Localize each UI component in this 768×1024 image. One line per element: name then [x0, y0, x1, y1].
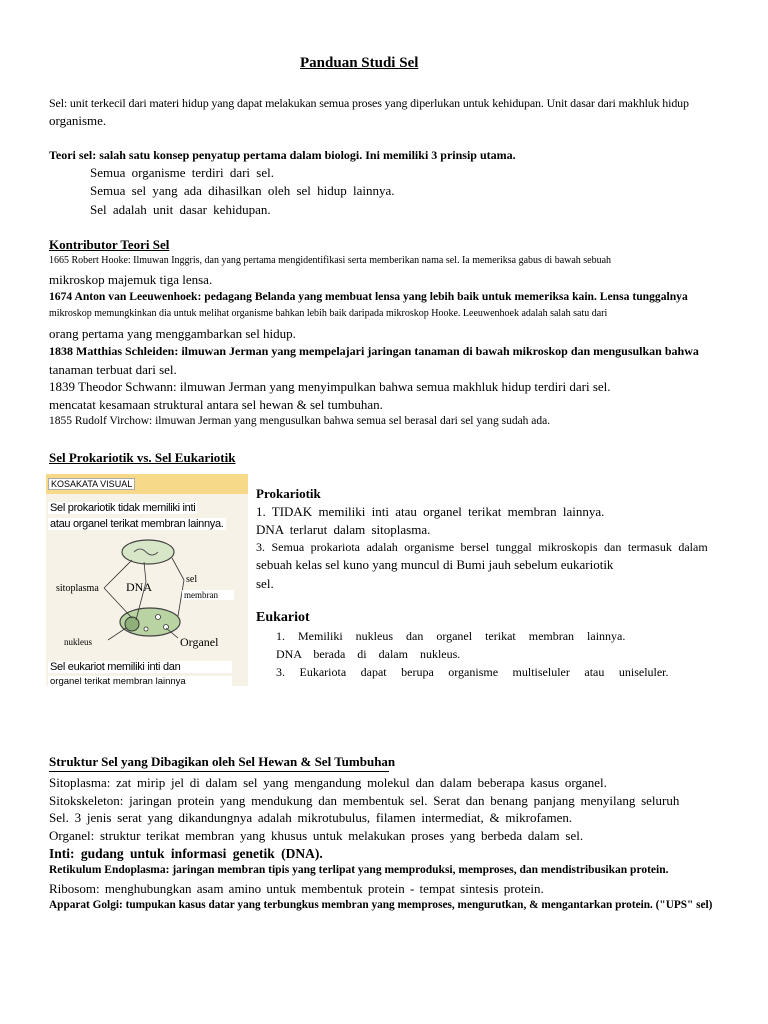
structure-line: Ribosom: menghubungkan asam amino untuk membentuk protein - tempat sintesis protein.	[49, 881, 544, 896]
label-organel: Organel	[180, 635, 219, 649]
cell-theory-principle: Semua organisme terdiri dari sel.	[90, 165, 274, 180]
label-nukleus: nukleus	[64, 637, 92, 647]
cell-theory-heading: Teori sel: salah satu konsep penyatup pertama dalam biologi. Ini memiliki 3 prinsip utama.	[49, 148, 516, 162]
page-title: Panduan Studi Sel	[300, 55, 419, 71]
contributor-line: mikroskop memungkinkan dia untuk melihat organisme bahkan lebih baik daripada mikroskop Hooke. Leeuwenhoek adalah salah satu dari	[49, 308, 608, 319]
eukariot-line: DNA berada di dalam nukleus.	[276, 647, 461, 661]
organelle-dot	[144, 627, 148, 631]
visual-caption-bottom: organel terikat membran lainnya	[48, 676, 232, 687]
structures-heading-rule	[49, 771, 389, 772]
contributor-line: 1674 Anton van Leeuwenhoek: pedagang Belanda yang membuat lensa yang lebih baik untuk memeriksa kain. Lensa tunggalnya	[49, 290, 688, 303]
nucleus-shape	[125, 617, 139, 631]
label-sel: sel	[186, 574, 198, 585]
contributor-line: 1665 Robert Hooke: Ilmuwan Inggris, dan yang pertama mengidentifikasi serta memberikan nama sel. Ia memeriksa gabus di bawah sebuah	[49, 255, 612, 266]
visual-caption-top: atau organel terikat membran lainnya.	[50, 518, 224, 530]
intro-line-2: organisme.	[49, 113, 107, 128]
intro-line-1: Sel: unit terkecil dari materi hidup yang dapat melakukan semua proses yang diperlukan untuk kehidupan. Unit dasar dari makhluk hidup	[49, 96, 689, 110]
structure-line: Sel. 3 jenis serat yang dikandungnya adalah mikrotubulus, filamen intermediat, & mikrofamen.	[49, 810, 573, 825]
structure-line: Sitokskeleton: jaringan protein yang mendukung dan membentuk sel. Serat dan benang panjang menyilang seluruh	[49, 793, 680, 808]
contributor-line: mencatat kesamaan struktural antara sel hewan & sel tumbuhan.	[49, 397, 383, 412]
eukariot-line: 1. Memiliki nukleus dan organel terikat membran lainnya.	[276, 629, 626, 643]
label-membran: membran	[182, 590, 234, 600]
eukariot-heading: Eukariot	[256, 610, 310, 625]
prokariotik-line: sel.	[256, 576, 274, 591]
prokariotik-line: 3. Semua prokariota adalah organisme bersel tunggal mikroskopis dan termasuk dalam	[256, 540, 708, 554]
structure-line: Sitoplasma: zat mirip jel di dalam sel yang mengandung molekul dan dalam beberapa kasus organel.	[49, 775, 607, 790]
leader-line	[172, 558, 184, 580]
prok-euk-heading: Sel Prokariotik vs. Sel Eukariotik	[49, 450, 236, 465]
organelle-dot	[156, 615, 161, 620]
eukariot-line: 3. Eukariota dapat berupa organisme multiseluler atau uniseluler.	[276, 665, 669, 679]
leader-line	[108, 628, 126, 640]
structure-line: Retikulum Endoplasma: jaringan membran tipis yang terlipat yang memproduksi, memproses, dan mendistribusikan protein.	[49, 864, 669, 876]
contributor-line: orang pertama yang menggambarkan sel hidup.	[49, 326, 296, 341]
contributor-line: tanaman terbuat dari sel.	[49, 362, 177, 377]
leader-line	[144, 562, 146, 582]
structure-line: Organel: struktur terikat membran yang khusus untuk melakukan proses yang berbeda dalam sel.	[49, 828, 584, 843]
label-sitoplasma: sitoplasma	[56, 583, 99, 594]
structure-line: Apparat Golgi: tumpukan kasus datar yang terbungkus membran yang memproses, mengurutkan, & mengantarkan protein. ("UPS" sel)	[49, 899, 713, 911]
contributor-line: mikroskop majemuk tiga lensa.	[49, 272, 213, 287]
contributors-heading: Kontributor Teori Sel	[49, 237, 170, 252]
prokaryote-cell-shape	[122, 540, 174, 564]
visual-caption-bottom: Sel eukariot memiliki inti dan	[48, 661, 232, 673]
label-dna: DNA	[126, 580, 152, 594]
structure-line: Inti: gudang untuk informasi genetik (DNA).	[49, 846, 323, 861]
organelle-dot	[164, 625, 169, 630]
prokariotik-line: sebuah kelas sel kuno yang muncul di Bumi jauh sebelum eukariotik	[256, 557, 614, 572]
cell-theory-principle: Sel adalah unit dasar kehidupan.	[90, 202, 271, 217]
contributor-line: 1839 Theodor Schwann: ilmuwan Jerman yang menyimpulkan bahwa semua makhluk hidup terdiri dari sel.	[49, 379, 611, 394]
prokariotik-line: DNA terlarut dalam sitoplasma.	[256, 522, 431, 537]
contributor-line: 1855 Rudolf Virchow: ilmuwan Jerman yang mengusulkan bahwa semua sel berasal dari sel yang sudah ada.	[49, 415, 551, 427]
visual-caption-top: Sel prokariotik tidak memiliki inti	[50, 502, 196, 514]
prokariotik-heading: Prokariotik	[256, 486, 321, 501]
visual-vocab-tag: KOSAKATA VISUAL	[48, 478, 135, 490]
cell-theory-principle: Semua sel yang ada dihasilkan oleh sel hidup lainnya.	[90, 183, 395, 198]
structures-heading: Struktur Sel yang Dibagikan oleh Sel Hewan & Sel Tumbuhan	[49, 754, 396, 769]
prokariotik-line: 1. TIDAK memiliki inti atau organel terikat membran lainnya.	[256, 504, 605, 519]
contributor-line: 1838 Matthias Schleiden: ilmuwan Jerman yang mempelajari jaringan tanaman di bawah mikroskop dan mengusulkan bahwa	[49, 344, 699, 358]
